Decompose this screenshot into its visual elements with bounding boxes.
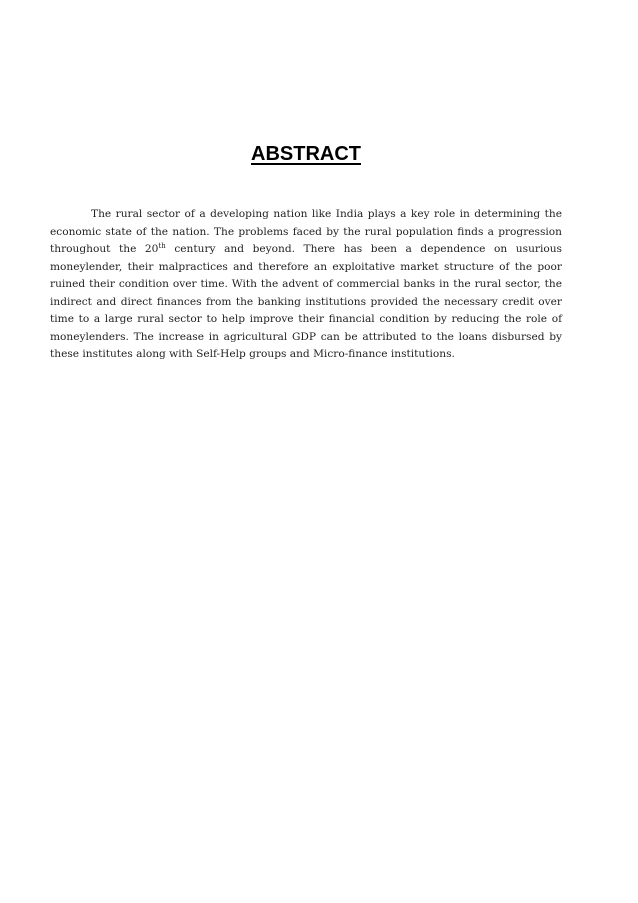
abstract-text-part-2: century and beyond. There has been a dependence on usurious moneylender, their malpractices and therefore an exploitative market structure of the poor ruined their condition over time. With the advent of commercial banks in the rural sector, the indirect and direct finances from the banking institutions provided the necessary credit over time to a large rural sector to help improve their financial condition by reducing the role of moneylenders. The increase in agricultural GDP can be attributed to the loans disbursed by these institutes along with Self-Help groups and Micro-finance institutions. — [50, 243, 562, 360]
abstract-heading — [0, 142, 612, 166]
abstract-heading-text: ABSTRACT — [251, 143, 361, 165]
abstract-text-part-1: The rural sector of a developing nation like India plays a key role in determining the economic state of the nation. The problems faced by the rural population finds a progression throughout the 20 — [50, 208, 562, 255]
abstract-paragraph — [50, 206, 562, 364]
ordinal-superscript: th — [158, 242, 166, 251]
